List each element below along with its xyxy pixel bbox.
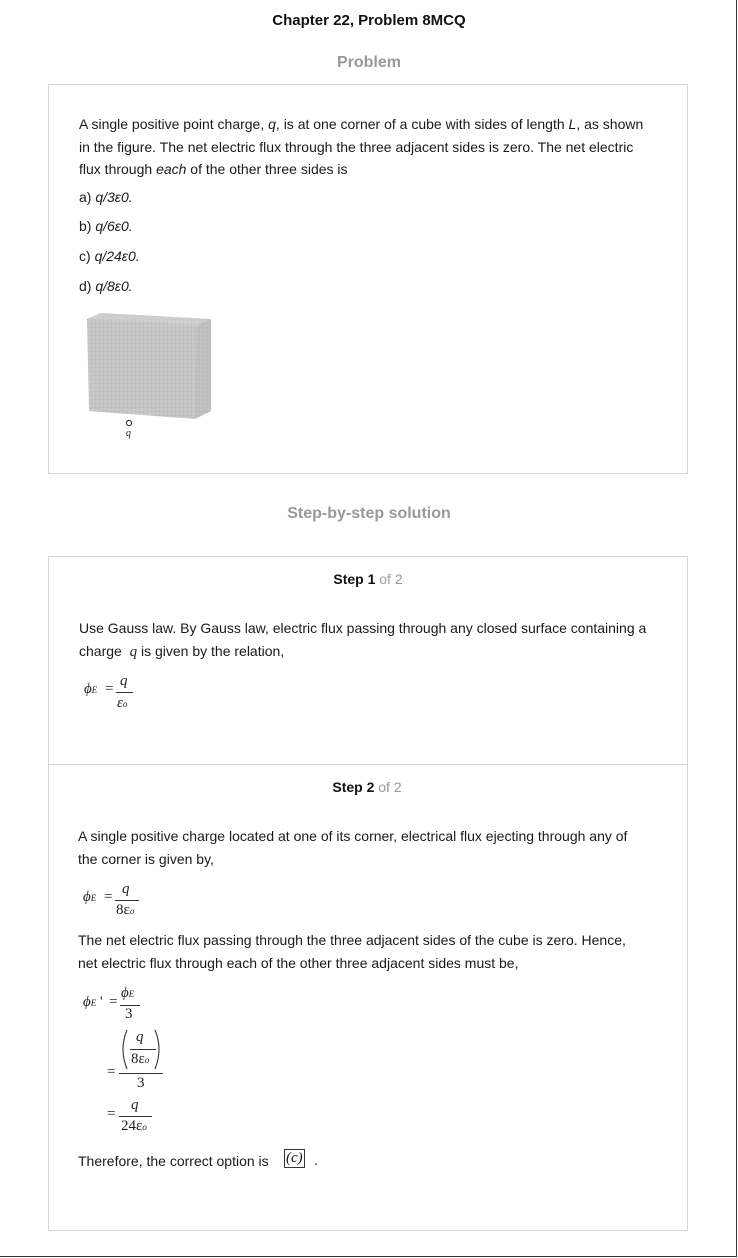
problem-box [48,84,688,474]
answer-box: (c) [286,1150,303,1166]
solution-heading: Step-by-step solution [287,505,451,522]
step-2-text: A single positive charge located at one of its corner, electrical flux ejecting through any of the corner is given by, [78,828,628,867]
option-a: a) q/3ε0. [79,189,133,205]
chapter-title: Chapter 22, Problem 8MCQ [272,12,466,29]
cube-figure [83,311,217,441]
charge-dot [126,420,131,425]
option-c: c) q/24ε0. [79,248,140,264]
problem-text: A single positive point charge, q, is at one corner of a cube with sides of length L, as shown in the figure. The net electric flux through the three adjacent sides is zero. The net electric flux through each of the other three sides is [79,116,644,177]
step-2-text-2: The net electric flux passing through the three adjacent sides of the cube is zero. Hence, net electric flux through each of the other three adjacent sides must be, [78,932,626,971]
step-2: Step 2 of 2 A single positive charge located at one of its corner, electrical flux ejecting through any of the corner is given by, ϕE = q 8εo The net electric flux passing through the three adjacent sides of the cube is zero. Hence, net electric flux through each of the other three adjacent sides must be, ϕE ' = ϕE 3 = q 8εo 3 = q 24εo Therefore, the correct option is (c) . [48,765,688,1225]
conclusion: Therefore, the correct option is [78,1153,269,1169]
cube-body [87,313,211,419]
step-1-label: Step 1 of 2 [333,571,403,587]
step-1-text: Use Gauss law. By Gauss law, electric flux passing through any closed surface containing a charge q is given by the relation, [79,620,647,660]
option-b: b) q/6ε0. [79,218,133,234]
step-2-label: Step 2 of 2 [332,779,402,795]
option-d: d) q/8ε0. [79,278,133,294]
problem-heading: Problem [336,54,401,71]
solution-box: Step 1 of 2 Use Gauss law. By Gauss law, electric flux passing through any closed surface containing a charge q is given by the relation, ϕE = q εo [48,556,688,1231]
charge-label: q [126,428,131,439]
